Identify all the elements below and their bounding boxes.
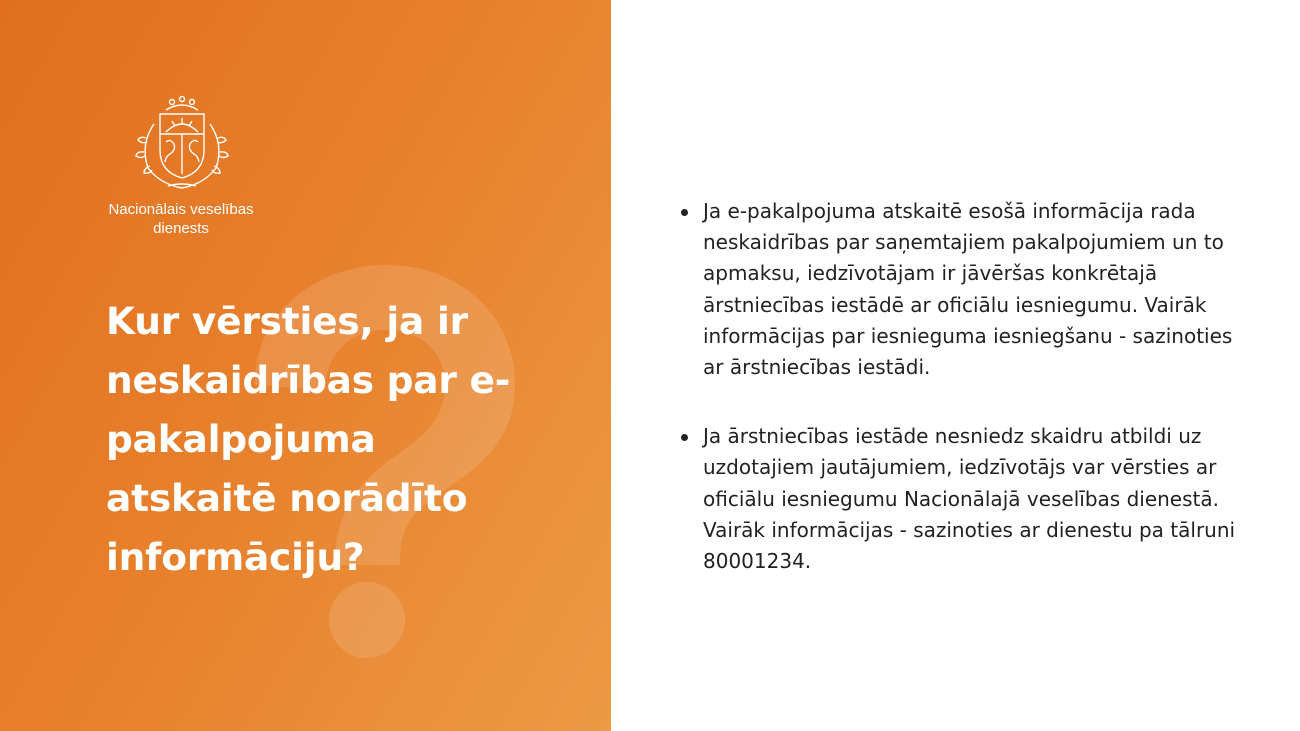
list-item: [678, 421, 1248, 577]
list-item: [678, 196, 1248, 383]
bullet-icon: [681, 209, 688, 216]
list-item-text: Ja e-pakalpojuma atskaitē esošā informācija rada neskaidrības par saņemtajiem pakalpojumiem un to apmaksu, iedzīvotājam ir jāvēršas konkrētajā ārstniecības iestādē ar oficiālu iesniegumu. Vairāk informācijas par iesnieguma iesniegšanu - sazinoties ar ārstniecības iestādi.: [703, 199, 1233, 380]
info-list: [678, 196, 1248, 577]
organization-name: Nacionālais veselības dienests: [108, 201, 254, 237]
left-panel: [0, 0, 611, 731]
list-item-text: Ja ārstniecības iestāde nesniedz skaidru atbildi uz uzdotajiem jautājumiem, iedzīvotājs var vērsties ar oficiālu iesniegumu Nacionālajā veselības dienestā. Vairāk informācijas - sazinoties ar dienestu pa tālruni 80001234.: [703, 424, 1236, 574]
latvia-coat-of-arms-icon: [134, 94, 230, 192]
page-title: Kur vērsties, ja ir neskaidrības par e-pakalpojuma atskaitē norādīto informāciju?: [106, 299, 511, 579]
bullet-icon: [681, 434, 688, 441]
